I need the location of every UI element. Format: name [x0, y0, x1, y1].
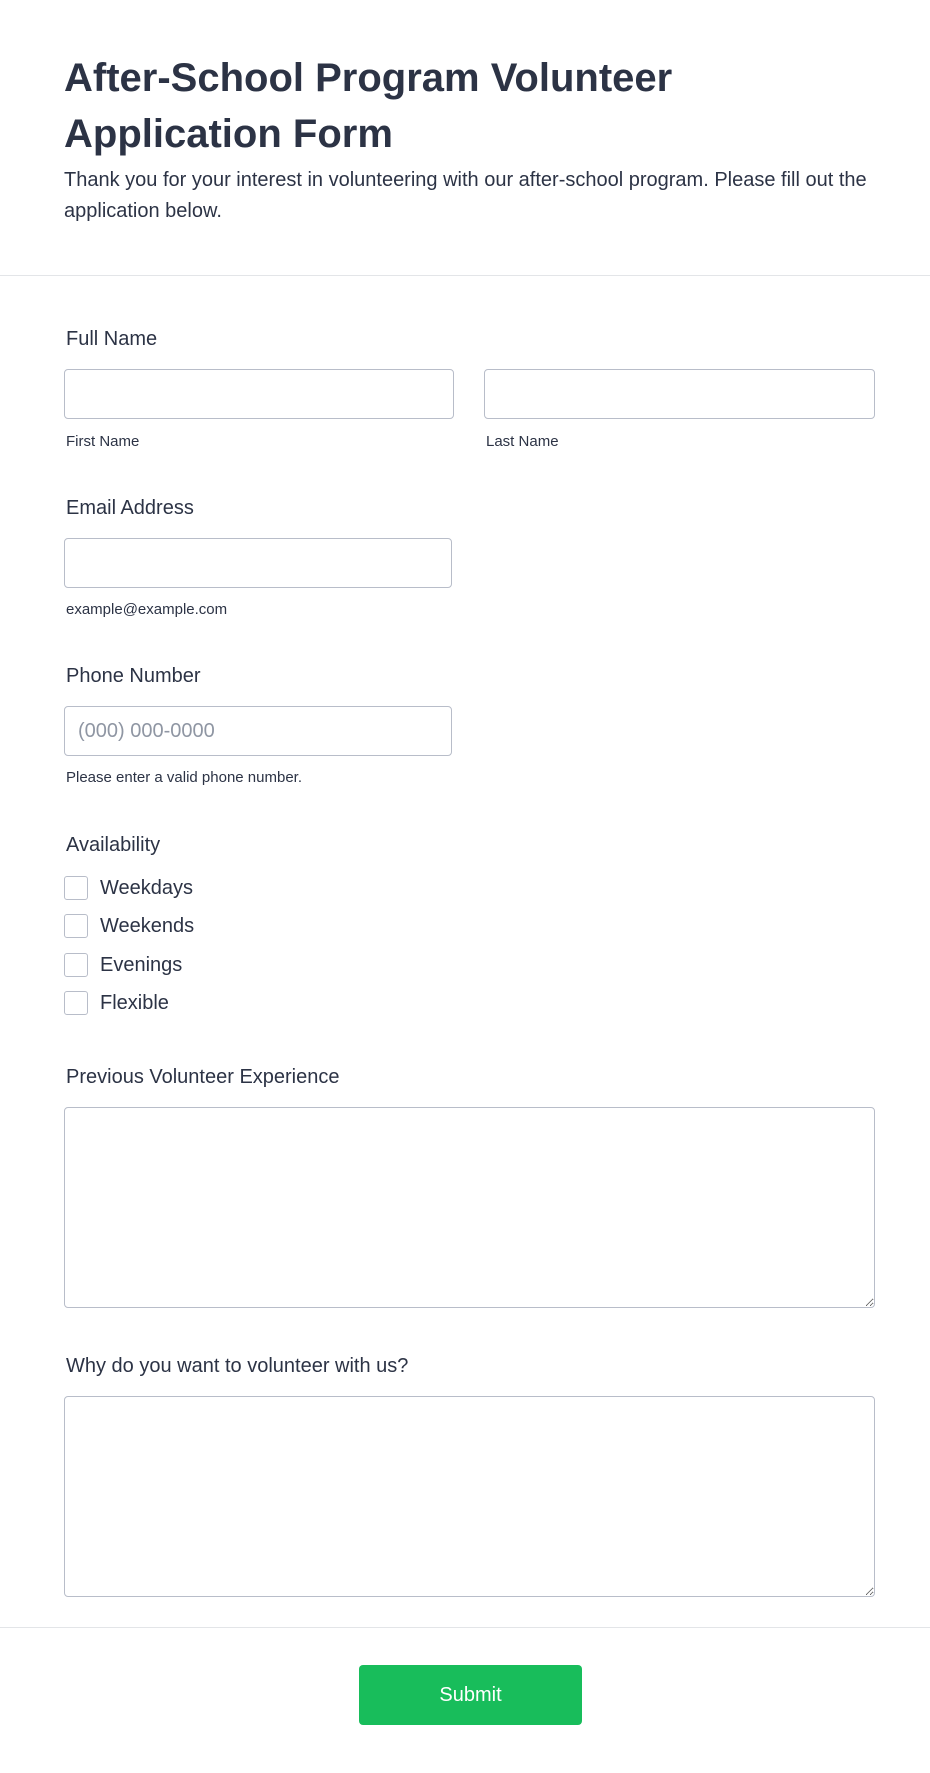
availability-option-evenings[interactable] [64, 952, 182, 977]
evenings-label[interactable]: Evenings [100, 953, 183, 976]
last-name-input[interactable] [484, 369, 875, 419]
weekends-checkbox[interactable] [64, 914, 88, 938]
email-input[interactable] [64, 538, 452, 588]
evenings-checkbox[interactable] [64, 953, 88, 977]
phone-label: Phone Number [66, 665, 201, 687]
availability-option-weekdays[interactable] [64, 875, 193, 900]
flexible-checkbox[interactable] [64, 991, 88, 1015]
experience-textarea[interactable] [64, 1107, 875, 1308]
flexible-label[interactable]: Flexible [100, 991, 169, 1014]
weekdays-label[interactable]: Weekdays [100, 876, 194, 899]
motivation-textarea[interactable] [64, 1396, 875, 1597]
weekdays-checkbox[interactable] [64, 876, 88, 900]
form-description: Thank you for your interest in volunteering with our after-school program. Please fill out the application below. [64, 169, 867, 222]
phone-input[interactable] [64, 706, 452, 756]
experience-label: Previous Volunteer Experience [66, 1066, 340, 1088]
availability-option-flexible[interactable] [64, 990, 169, 1015]
form-footer-divider [0, 1627, 930, 1628]
email-sublabel: example@example.com [66, 601, 228, 618]
full-name-label: Full Name [66, 328, 158, 350]
first-name-sublabel: First Name [66, 433, 140, 450]
weekends-label[interactable]: Weekends [100, 914, 195, 937]
last-name-sublabel: Last Name [486, 433, 559, 450]
submit-button[interactable]: Submit [359, 1665, 582, 1725]
availability-label: Availability [66, 834, 161, 856]
email-label: Email Address [66, 497, 194, 519]
first-name-input[interactable] [64, 369, 454, 419]
form-title: After-School Program Volunteer Application Form [64, 56, 673, 156]
form-header [0, 0, 930, 276]
phone-sublabel: Please enter a valid phone number. [66, 769, 302, 786]
motivation-label: Why do you want to volunteer with us? [66, 1355, 409, 1377]
availability-option-weekends[interactable] [64, 913, 194, 938]
